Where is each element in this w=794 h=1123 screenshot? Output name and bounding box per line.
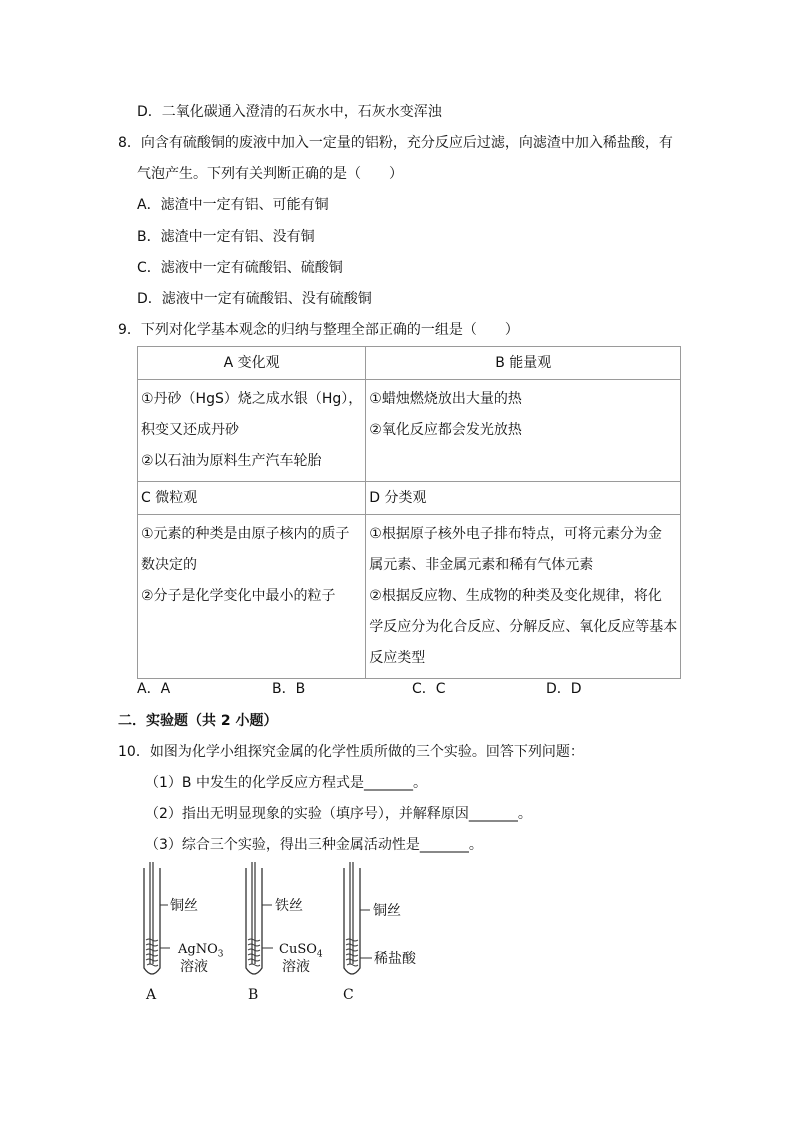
tube-b-wire-label: 铁丝 — [275, 898, 303, 914]
cell-d-line4: 学反应分为化合反应、分解反应、氧化反应等基本 — [369, 619, 678, 635]
cell-c-line1: ①元素的种类是由原子核内的质子 — [141, 526, 350, 542]
tube-c-label: C — [343, 987, 354, 1003]
cell-b-line1: ①蜡烛燃烧放出大量的热 — [369, 391, 522, 407]
q8-option-d: D．滤液中一定有硫酸铝、没有硫酸铜 — [137, 291, 372, 307]
table-header-d: D 分类观 — [366, 482, 681, 515]
cell-d-line5: 反应类型 — [369, 650, 426, 666]
q10-sub1: （1）B 中发生的化学反应方程式是_______。 — [145, 775, 427, 791]
cell-a-line2: 积变又还成丹砂 — [141, 422, 239, 438]
tube-a-solution-formula: AgNO$_3$ — [178, 942, 224, 960]
tube-b-solution-word: 溶液 — [282, 959, 310, 975]
q8-option-c: C．滤液中一定有硫酸铝、硫酸铜 — [137, 260, 343, 276]
cell-c-line2: 数决定的 — [141, 557, 197, 573]
q7-option-d: D．二氧化碳通入澄清的石灰水中，石灰水变浑浊 — [137, 104, 442, 120]
tube-a-label: A — [146, 987, 157, 1003]
test-tube-a — [144, 862, 170, 974]
table-header-b: B 能量观 — [366, 347, 681, 380]
tube-a-solution-word: 溶液 — [180, 959, 208, 975]
q8-option-b: B．滤渣中一定有铝、没有铜 — [137, 229, 315, 245]
q9-option-c: C．C — [412, 681, 446, 697]
table-header-a: A 变化观 — [138, 347, 366, 380]
q8-stem-line1: 8．向含有硫酸铜的废液中加入一定量的铝粉，充分反应后过滤，向滤渣中加入稀盐酸，有 — [118, 135, 673, 151]
q10-stem: 10．如图为化学小组探究金属的化学性质所做的三个实验。回答下列问题： — [118, 744, 584, 760]
cell-d-line1: ①根据原子核外电子排布特点，可将元素分为金 — [369, 526, 662, 542]
q9-option-b: B．B — [272, 681, 306, 697]
q10-sub2: （2）指出无明显现象的实验（填序号），并解释原因_______。 — [145, 806, 532, 822]
q8-option-a: A．滤渣中一定有铝、可能有铜 — [137, 197, 329, 213]
table-header-c: C 微粒观 — [138, 482, 366, 515]
tube-b-label: B — [248, 987, 259, 1003]
cell-d-line2: 属元素、非金属元素和稀有气体元素 — [369, 557, 594, 573]
test-tube-b — [246, 862, 273, 974]
test-tube-c — [344, 862, 372, 974]
q9-option-a: A．A — [137, 681, 171, 697]
table-cell-d — [366, 515, 681, 679]
tube-c-wire-label: 铜丝 — [373, 903, 401, 919]
section-heading: 二．实验题（共 2 小题） — [118, 713, 278, 729]
table-cell-a — [138, 380, 366, 482]
tube-a-wire-label: 铜丝 — [170, 898, 198, 914]
cell-c-line3: ②分子是化学变化中最小的粒子 — [141, 588, 336, 604]
q9-stem: 9．下列对化学基本观念的归纳与整理全部正确的一组是（ ） — [118, 322, 519, 338]
cell-b-line2: ②氧化反应都会发光放热 — [369, 422, 522, 438]
cell-a-line3: ②以石油为原料生产汽车轮胎 — [141, 453, 322, 469]
table-cell-b — [366, 380, 681, 482]
q9-option-d: D．D — [546, 681, 582, 697]
q10-sub3: （3）综合三个实验，得出三种金属活动性是_______。 — [145, 837, 483, 853]
cell-a-line1: ①丹砂（HgS）烧之成水银（Hg）， — [141, 391, 363, 407]
cell-d-line3: ②根据反应物、生成物的种类及变化规律，将化 — [369, 588, 662, 604]
q9-table — [137, 346, 681, 679]
tube-b-solution-formula: CuSO$_4$ — [279, 942, 323, 960]
tube-c-solution-word: 稀盐酸 — [374, 951, 416, 967]
q8-stem-line2: 气泡产生。下列有关判断正确的是（ ） — [137, 166, 403, 182]
table-cell-c — [138, 515, 366, 679]
